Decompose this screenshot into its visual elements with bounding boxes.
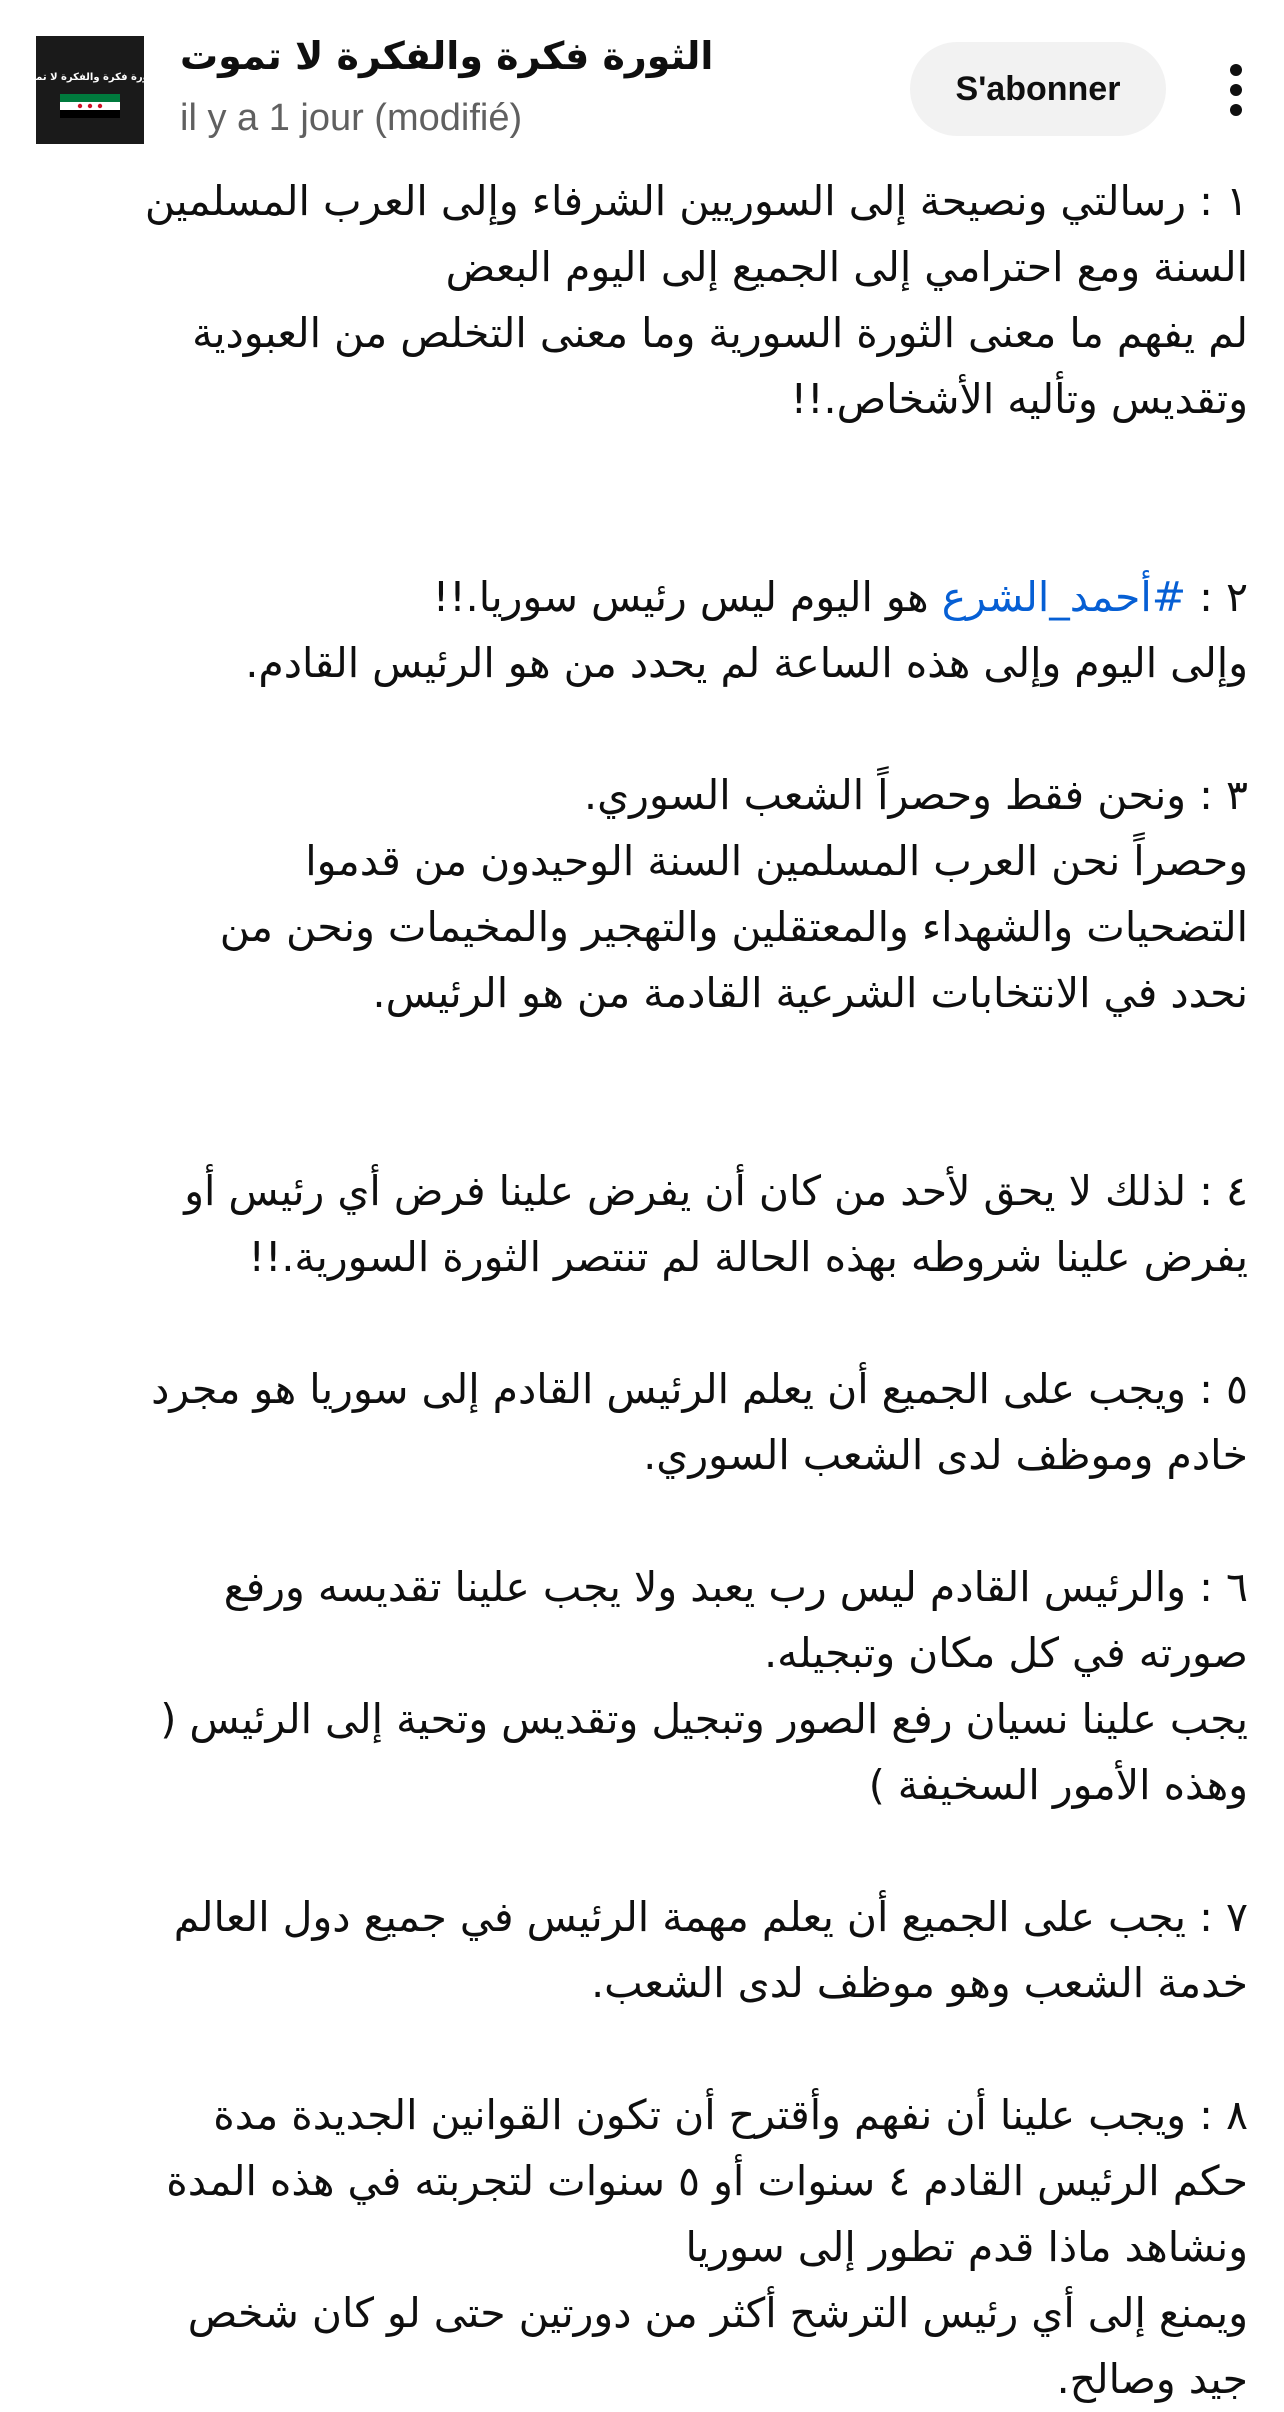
blank-line [36, 1818, 1248, 1884]
post-line: ٤ : لذلك لا يحق لأحد من كان أن يفرض علينا فرض أي رئيس أو [184, 1167, 1248, 1215]
blank-line [36, 2016, 1248, 2082]
blank-line [36, 432, 1248, 498]
post-line: خدمة الشعب وهو موظف لدى الشعب. [591, 1959, 1248, 2007]
blank-line [36, 498, 1248, 564]
post-line: يجب علينا نسيان رفع الصور وتبجيل وتقديس وتحية إلى الرئيس ( [160, 1695, 1248, 1743]
blank-line [36, 696, 1248, 762]
post-line: وحصراً نحن العرب المسلمين السنة الوحيدون من قدموا [305, 837, 1248, 885]
post-line: ٨ : ويجب علينا أن نفهم وأقترح أن تكون القوانين الجديدة مدة [213, 2091, 1248, 2139]
post-line: وهذه الأمور السخيفة ) [868, 1761, 1248, 1809]
post-line-suffix: هو اليوم ليس رئيس سوريا.!! [432, 573, 942, 621]
avatar-text: الثورة فكرة والفكرة لا تموت [19, 72, 161, 83]
post-line [36, 564, 1248, 630]
post-line: ونشاهد ماذا قدم تطور إلى سوريا [685, 2223, 1248, 2271]
post-line: نحدد في الانتخابات الشرعية القادمة من هو الرئيس. [372, 969, 1248, 1017]
post-line: التضحيات والشهداء والمعتقلين والتهجير والمخيمات ونحن من [219, 903, 1248, 951]
blank-line [36, 1488, 1248, 1554]
post-timestamp: il y a 1 jour (modifié) [180, 97, 523, 139]
post-line: ١ : رسالتي ونصيحة إلى السوريين الشرفاء وإلى العرب المسلمين [144, 177, 1248, 225]
hashtag-link[interactable]: #أحمد_الشرع [941, 573, 1187, 621]
post-line: يفرض علينا شروطه بهذه الحالة لم تنتصر الثورة السورية.!! [248, 1233, 1248, 1281]
post-line: السنة ومع احترامي إلى الجميع إلى اليوم البعض [445, 243, 1248, 291]
more-options-button[interactable] [1206, 52, 1266, 128]
post-line: ويمنع إلى أي رئيس الترشح أكثر من دورتين حتى لو كان شخص [187, 2289, 1248, 2337]
post-line: لم يفهم ما معنى الثورة السورية وما معنى التخلص من العبودية [192, 309, 1248, 357]
post-line: صورته في كل مكان وتبجيله. [764, 1629, 1248, 1677]
post-header [0, 0, 1284, 170]
post-line: ٥ : ويجب على الجميع أن يعلم الرئيس القادم إلى سوريا هو مجرد [151, 1365, 1248, 1413]
post-line: وإلى اليوم وإلى هذه الساعة لم يحدد من هو الرئيس القادم. [245, 639, 1248, 687]
post-line: ٦ : والرئيس القادم ليس رب يعبد ولا يجب علينا تقديسه ورفع [223, 1563, 1248, 1611]
post-line: خادم وموظف لدى الشعب السوري. [643, 1431, 1248, 1479]
blank-line [36, 1290, 1248, 1356]
post-line-prefix: ٢ : [1186, 573, 1248, 621]
channel-name[interactable]: الثورة فكرة والفكرة لا تموت [180, 34, 714, 78]
post-line: حكم الرئيس القادم ٤ سنوات أو ٥ سنوات لتجربته في هذه المدة [166, 2157, 1248, 2205]
channel-avatar[interactable] [19, 36, 161, 144]
post-text [36, 168, 1248, 2412]
avatar-image [19, 36, 161, 144]
subscribe-button[interactable]: S'abonner [910, 42, 1166, 136]
blank-line [36, 1026, 1248, 1092]
post-line: جيد وصالح. [1056, 2355, 1248, 2403]
post-line: وتقديس وتأليه الأشخاص.!! [790, 375, 1248, 423]
post-line: ٧ : يجب على الجميع أن يعلم مهمة الرئيس في جميع دول العالم [173, 1893, 1248, 1941]
three-dots-vertical-icon [1228, 60, 1244, 120]
post-line: ٣ : ونحن فقط وحصراً الشعب السوري. [584, 771, 1248, 819]
blank-line [36, 1092, 1248, 1158]
